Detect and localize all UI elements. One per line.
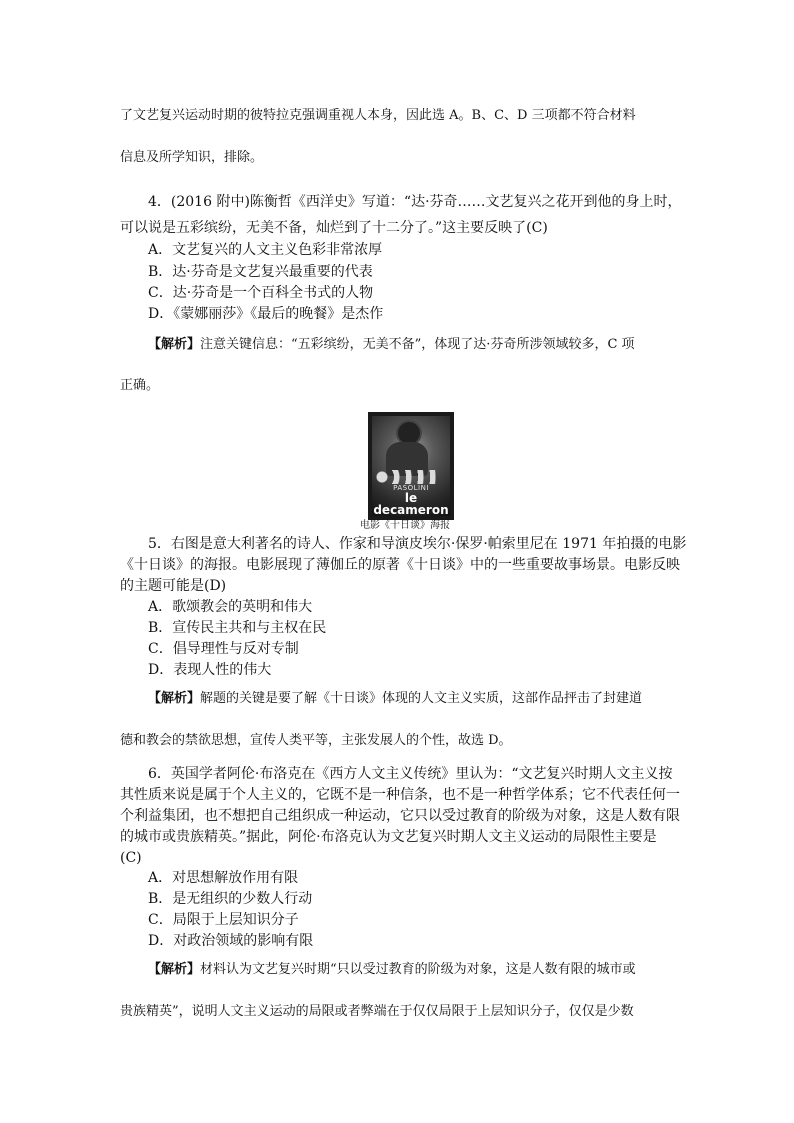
q5-option-a: A．歌颂教会的英明和伟大 (148, 599, 313, 615)
q6-analysis-text: 材料认为文艺复兴时期“只以受过教育的阶级为对象，这是人数有限的城市或 (200, 962, 636, 977)
q5-analysis-line-1 (148, 689, 642, 709)
q4-analysis-tag: 【解析】 (148, 337, 201, 352)
q6-option-b: B．是无组织的少数人行动 (148, 891, 313, 907)
poster-cherubs (374, 470, 440, 484)
q4-analysis-line-1 (148, 335, 635, 355)
continuation-line-2: 信息及所学知识，排除。 (120, 150, 264, 165)
q4-option-d: D．《蒙娜丽莎》《最后的晚餐》是杰作 (148, 306, 384, 322)
q5-stem-line-1: 5．右图是意大利著名的诗人、作家和导演皮埃尔·保罗·帕索里尼在 1971 年拍摄的电影 (148, 536, 687, 552)
poster-caption: 电影《十日谈》海报 (360, 520, 450, 531)
q4-option-a: A．文艺复兴的人文主义色彩非常浓厚 (148, 242, 383, 258)
poster-title-text: le decameron (373, 491, 449, 517)
q4-analysis-text: 注意关键信息：“五彩缤纷，无美不备”，体现了达·芬奇所涉领域较多，C 项 (200, 337, 635, 352)
poster-brand-text: PASOLINI (393, 484, 429, 492)
continuation-line-1: 了文艺复兴运动时期的彼特拉克强调重视人本身，因此选 A。B、C、D 三项都不符合材料 (120, 108, 636, 123)
q5-option-d: D．表现人性的伟大 (148, 662, 272, 678)
q5-option-c: C．倡导理性与反对专制 (148, 641, 299, 657)
q6-analysis-line-2: 贵族精英”，说明人文主义运动的局限或者弊端在于仅仅局限于上层知识分子，仅仅是少数 (120, 1004, 634, 1019)
q6-analysis-tag: 【解析】 (148, 962, 201, 977)
q6-stem-line-2: 其性质来说是属于个人主义的，它既不是一种信条，也不是一种哲学体系；它不代表任何一 (120, 787, 680, 803)
q6-option-d: D．对政治领域的影响有限 (148, 933, 314, 949)
q4-stem-line-2: 可以说是五彩缤纷，无美不备，灿烂到了十二分了。”这主要反映了(C) (120, 220, 548, 236)
q5-stem-line-2: 《十日谈》的海报。电影展现了薄伽丘的原著《十日谈》中的一些重要故事场景。电影反映 (120, 557, 680, 573)
q6-stem-line-1: 6．英国学者阿伦·布洛克在《西方人文主义传统》里认为：“文艺复兴时期人文主义按 (148, 766, 673, 782)
q6-option-a: A．对思想解放作用有限 (148, 870, 299, 886)
q5-option-b: B．宣传民主共和与主权在民 (148, 620, 327, 636)
q5-analysis-line-2: 德和教会的禁欲思想，宣传人类平等，主张发展人的个性，故选 D。 (120, 733, 512, 748)
q5-stem-line-3: 的主题可能是(D) (120, 578, 227, 594)
q4-option-c: C．达·芬奇是一个百科全书式的人物 (148, 285, 374, 301)
q6-option-c: C．局限于上层知识分子 (148, 912, 299, 928)
q4-stem-line-1: 4．(2016 附中)陈衡哲《西洋史》写道：“达·芬奇……文艺复兴之花开到他的身上时， (148, 194, 682, 210)
q5-analysis-text: 解题的关键是要了解《十日谈》体现的人文主义实质，这部作品抨击了封建道 (200, 691, 643, 706)
decameron-poster-image (368, 412, 454, 520)
q6-stem-line-4: 的城市或贵族精英。”据此，阿伦·布洛克认为文艺复兴时期人文主义运动的局限性主要是 (120, 829, 657, 845)
q6-analysis-line-1 (148, 960, 636, 980)
q5-analysis-tag: 【解析】 (148, 691, 201, 706)
q4-analysis-line-2: 正确。 (120, 378, 160, 393)
q6-stem-line-3: 个利益集团，也不想把自己组织成一种运动，它只以受过教育的阶级为对象，这是人数有限 (120, 808, 680, 824)
q6-stem-line-5: (C) (120, 850, 142, 866)
q4-option-b: B．达·芬奇是文艺复兴最重要的代表 (148, 264, 373, 280)
